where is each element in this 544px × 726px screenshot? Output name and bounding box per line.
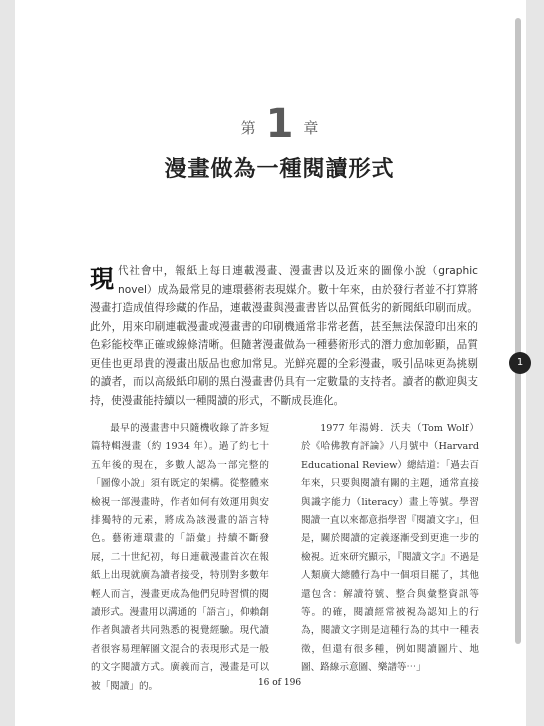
intro-text: 代社會中，報紙上每日連載漫畫、漫畫書以及近來的圖像小說（graphic novel）成為最常見的連環藝術表現媒介。數十年來，由於發行者並不打算將漫畫打造成值得珍藏的作品，連載漫畫與漫畫書皆以品質低劣的新聞紙印刷而成。此外，用來印刷連載漫畫或漫畫書的印刷機通常非常老舊，甚至無法保證印出來的色彩能校準正確或線條清晰。但隨著漫畫做為一種藝術形式的潛力愈加彰顯，品質更佳也更昂貴的漫畫出版品也愈加常見。光鮮亮麗的全彩漫畫，吸引品味更為挑剔的讀者，而以高級紙印刷的黑白漫畫書仍具有一定數量的支持者。讀者的歡迎與支持，使漫畫能持續以一種閱讀的形式，不斷成長進化。 <box>90 265 478 407</box>
vertical-scrollbar[interactable] <box>515 18 521 644</box>
chapter-suffix: 章 <box>303 119 319 137</box>
body-column-right <box>301 420 479 678</box>
book-page <box>15 0 526 726</box>
body-column-left <box>91 420 269 696</box>
note-marker-badge[interactable]: 1 <box>509 352 531 374</box>
chapter-number: 1 <box>265 101 294 147</box>
right-column-text: 1977 年湯姆．沃夫（Tom Wolf）於《哈佛教育評論》八月號中（Harvard Educational Review）總結道：「過去百年來，只要與閱讀有關的主題，通常直接與識字能力（literacy）畫上等號。學習閱讀一直以來都意指學習『閱讀文字』，但是，關於閱讀的定義逐漸受到更進一步的檢視。近來研究顯示，『閱讀文字』不過是人類廣大總體行為中一個項目罷了，其他還包含：解讀符號、整合與彙整資訊等等。的確，閱讀經常被視為認知上的行為，閱讀文字則是這種行為的其中一種表徵，但還有很多種，例如閱讀圖片、地圖、路線示意圖、樂譜等⋯」 <box>301 423 479 674</box>
intro-paragraph <box>90 262 478 410</box>
page-indicator: 16 of 196 <box>257 678 302 688</box>
chapter-heading <box>15 101 544 147</box>
chapter-prefix: 第 <box>240 119 256 137</box>
drop-cap: 現 <box>90 265 114 293</box>
chapter-title: 漫畫做為一種閱讀形式 <box>164 157 395 182</box>
left-column-text: 最早的漫畫書中只隨機收錄了許多短篇特輯漫畫（約 1934 年）。過了約七十五年後的現在，多數人認為一部完整的「圖像小說」須有既定的架構。從整體來檢視一部漫畫時，作者如何有效運用與安排獨特的元素，將成為該漫畫的語言特色。藝術連環畫的「語彙」持續不斷發展，二十世紀初，每日連載漫畫首次在報紙上出現就廣為讀者接受，特別對多數年輕人而言，漫畫更成為他們兒時習慣的閱讀形式。漫畫用以溝通的「語言」，仰賴創作者與讀者共同熟悉的視覺經驗。現代讀者很容易理解圖文混合的表現形式是一般的文字閱讀方式。廣義而言，漫畫是可以被「閱讀」的。 <box>91 423 269 692</box>
